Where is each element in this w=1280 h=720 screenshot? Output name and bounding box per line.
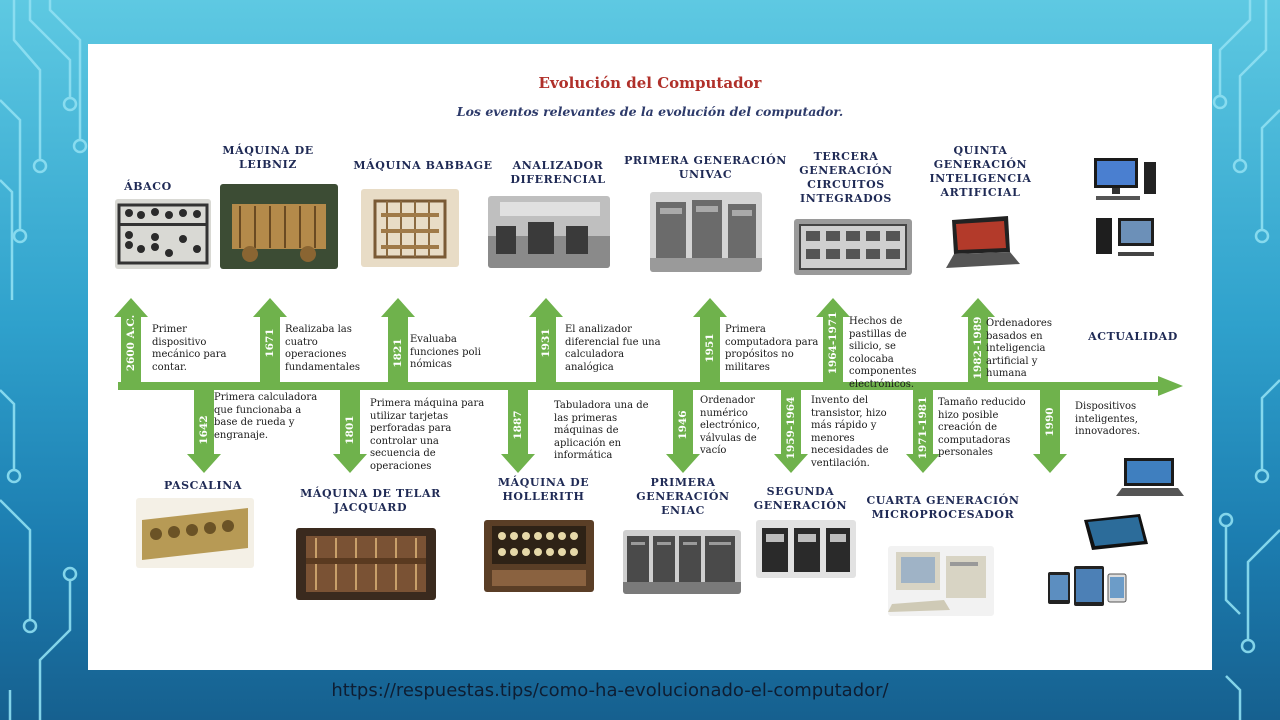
jacquard-loom-image: [296, 528, 436, 600]
label-quinta: QUINTA GENERACIÓN INTELIGENCIA ARTIFICIAL: [929, 144, 1032, 199]
desc-segunda: Invento del transistor, hizo más rápido y menores necesidades de ventilación.: [811, 395, 889, 469]
desc-1990: Dispositivos inteligentes, innovadores.: [1075, 401, 1141, 437]
year-1801: 1801: [344, 415, 356, 445]
desktop-tower-image: [1086, 212, 1162, 262]
abacus-image: [115, 199, 211, 269]
page-title: Evolución del Computador: [538, 74, 762, 92]
integrated-circuits-image: [794, 219, 912, 275]
label-jacquard: MÁQUINA DE TELAR JACQUARD: [300, 487, 441, 514]
leibniz-machine-image: [220, 184, 338, 269]
tablet-image: [1078, 510, 1154, 558]
year-1990: 1990: [1044, 407, 1056, 437]
year-1964-1971: 1964-1971: [827, 311, 839, 375]
univac-image: [650, 192, 762, 272]
microprocessor-pc-image: [888, 546, 994, 616]
differential-analyzer-image: [488, 196, 610, 268]
year-1959-1964: 1959-1964: [785, 396, 797, 460]
year-1951: 1951: [704, 333, 716, 363]
desc-leibniz: Realizaba las cuatro operaciones fundamentales: [285, 324, 361, 373]
label-analizador: ANALIZADOR DIFERENCIAL: [510, 159, 606, 186]
label-abaco: ÁBACO: [124, 180, 172, 193]
label-pascalina: PASCALINA: [163, 479, 243, 492]
desc-abaco: Primer dispositivo mecánico para contar.: [152, 324, 227, 373]
year-2600ac: 2600 A.C.: [125, 314, 137, 372]
desc-babbage: Evaluaba funciones poli nómicas: [410, 334, 481, 370]
timeline-axis-arrowhead: [1158, 376, 1183, 396]
pascaline-image: [136, 498, 254, 568]
label-actualidad: ACTUALIDAD: [1088, 330, 1178, 343]
year-1821: 1821: [392, 338, 404, 368]
label-eniac: PRIMERA GENERACIÓN ENIAC: [636, 476, 730, 517]
timeline-card: [88, 44, 1212, 670]
eniac-image: [623, 530, 741, 594]
desc-cuarta: Tamaño reducido hizo posible creación de computadoras personales: [938, 397, 1026, 458]
desc-hollerith: Tabuladora una de las primeras máquinas de aplicación en informática: [554, 400, 649, 461]
label-cuarta: CUARTA GENERACIÓN MICROPROCESADOR: [866, 494, 1020, 521]
year-1887: 1887: [512, 410, 524, 440]
source-url[interactable]: https://respuestas.tips/como-ha-evolucionado-el-computador/: [331, 680, 889, 701]
desc-eniac: Ordenador numérico electrónico, válvulas de vacío: [700, 395, 760, 456]
desc-analizador: El analizador diferencial fue una calculadora analógica: [565, 324, 661, 373]
year-1982-1989: 1982-1989: [972, 316, 984, 380]
year-1931: 1931: [540, 328, 552, 358]
label-babbage: MÁQUINA BABBAGE: [353, 159, 493, 172]
label-tercera: TERCERA GENERACIÓN CIRCUITOS INTEGRADOS: [799, 150, 893, 205]
desc-tercera: Hechos de pastillas de silicio, se colocaba componentes electrónicos.: [849, 316, 917, 390]
second-generation-image: [756, 520, 856, 578]
desktop-pc-image: [1086, 154, 1162, 204]
desc-pascalina: Primera calculadora que funcionaba a base de rueda y engranaje.: [214, 392, 318, 441]
tablets-group-image: [1044, 562, 1130, 612]
timeline-axis: [118, 382, 1163, 390]
desc-univac: Primera computadora para propósitos no militares: [725, 324, 819, 373]
year-1946: 1946: [677, 410, 689, 440]
year-1642: 1642: [198, 415, 210, 445]
desc-jacquard: Primera máquina para utilizar tarjetas perforadas para controlar una secuencia de operaciones: [370, 398, 485, 472]
label-hollerith: MÁQUINA DE HOLLERITH: [497, 476, 590, 503]
page-subtitle: Los eventos relevantes de la evolución del computador.: [456, 104, 844, 119]
desc-quinta: Ordenadores basados en inteligencia artificial y humana: [986, 318, 1052, 379]
babbage-machine-image: [361, 189, 459, 267]
tablet-keyboard-image: [1116, 452, 1186, 500]
year-1671: 1671: [264, 328, 276, 358]
year-1971-1981: 1971-1981: [917, 396, 929, 460]
laptop-image: [938, 214, 1022, 274]
label-univac: PRIMERA GENERACIÓN UNIVAC: [624, 154, 787, 181]
hollerith-machine-image: [484, 520, 594, 592]
label-segunda: SEGUNDA GENERACIÓN: [753, 485, 848, 512]
label-leibniz: MÁQUINA DE LEIBNIZ: [222, 144, 314, 171]
